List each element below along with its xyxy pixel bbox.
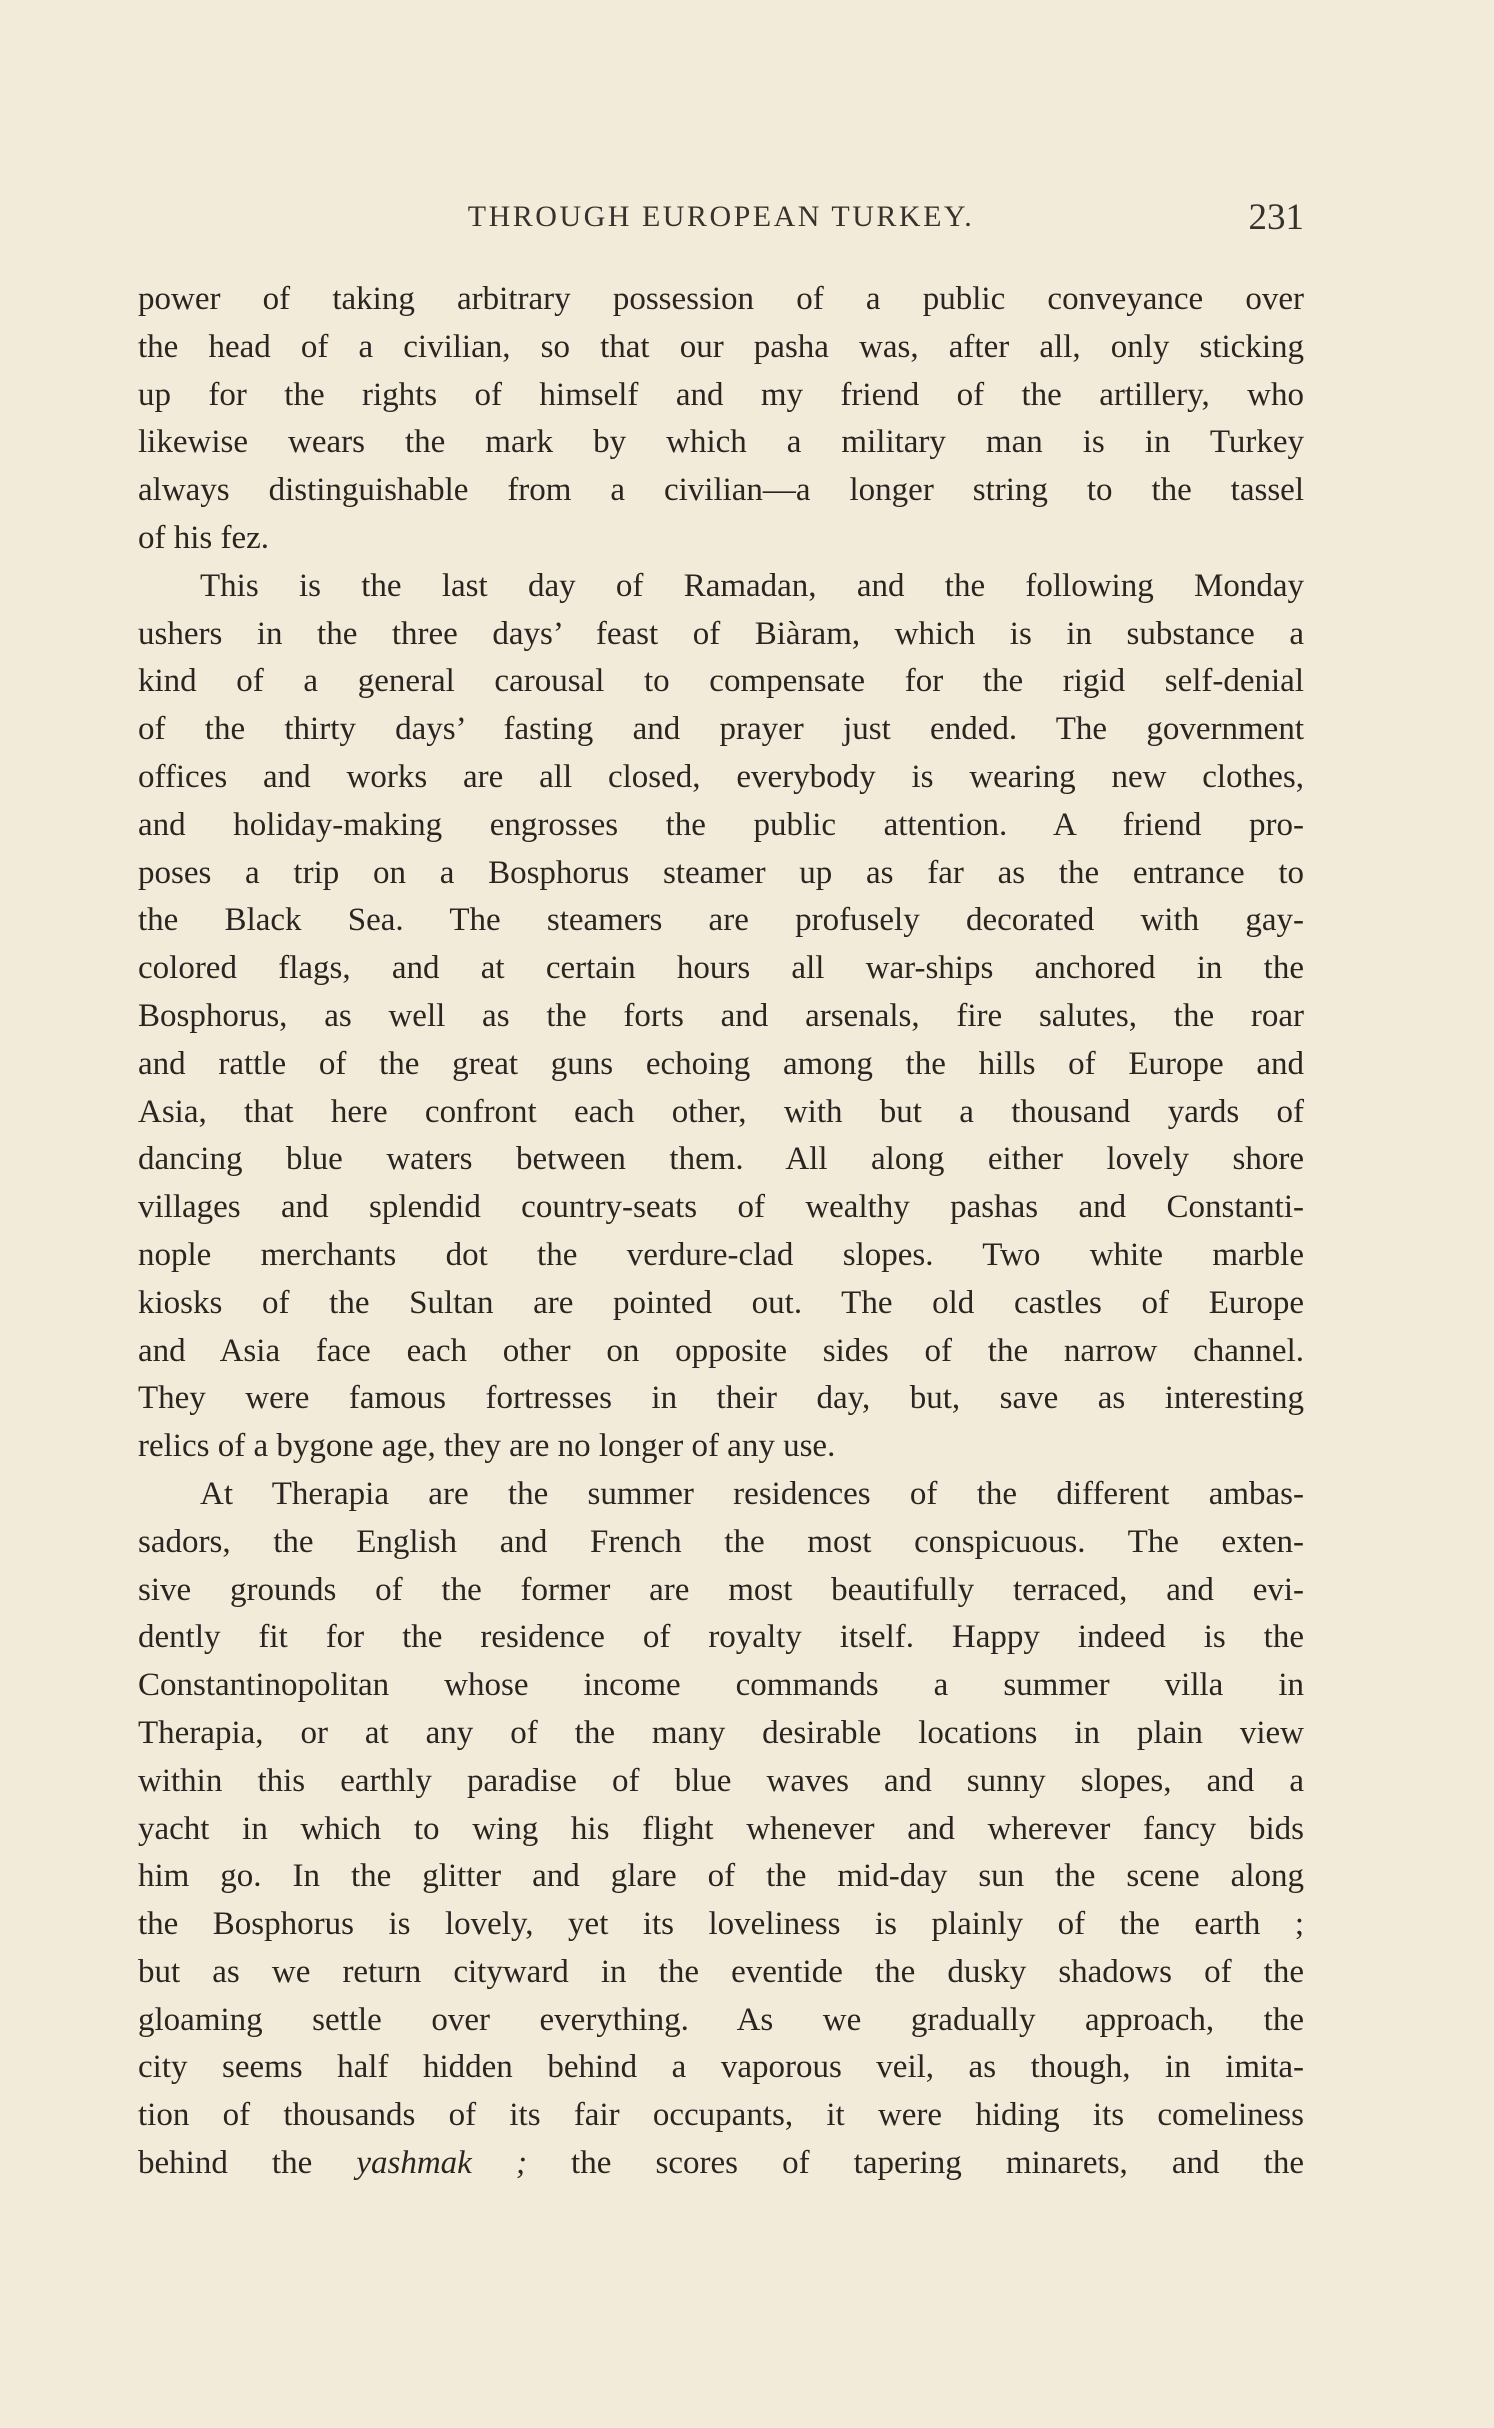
running-title: THROUGH EUROPEAN TURKEY.: [467, 200, 975, 233]
text-line: tion of thousands of its fair occupants, it were hiding its comeliness: [138, 2097, 1304, 2134]
italic-word-yashmak: yashmak ;: [356, 2145, 527, 2182]
text-line: nople merchants dot the verdure-clad slopes. Two white marble: [138, 1236, 1304, 1273]
page-header: [138, 196, 1304, 246]
page-number: 231: [1248, 197, 1304, 238]
text-line: gloaming settle over everything. As we gradually approach, the: [138, 2001, 1304, 2038]
text-line: They were famous fortresses in their day, but, save as interesting: [138, 1380, 1304, 1417]
text-line: dently fit for the residence of royalty itself. Happy indeed is the: [138, 1619, 1304, 1656]
text-line: him go. In the glitter and glare of the mid-day sun the scene along: [138, 1858, 1304, 1895]
text-line: sadors, the English and French the most conspicuous. The exten-: [138, 1523, 1304, 1560]
text-line: the Bosphorus is lovely, yet its loveliness is plainly of the earth ;: [138, 1906, 1304, 1943]
text-line: Bosphorus, as well as the forts and arsenals, fire salutes, the roar: [138, 997, 1304, 1034]
text-line: but as we return cityward in the eventide the dusky shadows of the: [138, 1953, 1304, 1990]
paragraph-start-line: At Therapia are the summer residences of the different ambas-: [200, 1475, 1304, 1512]
text-line: relics of a bygone age, they are no longer of any use.: [138, 1428, 836, 1465]
text-line: power of taking arbitrary possession of a public conveyance over: [138, 281, 1304, 317]
text-line: and Asia face each other on opposite sides of the narrow channel.: [138, 1332, 1304, 1369]
text-line: likewise wears the mark by which a military man is in Turkey: [138, 424, 1304, 461]
final-line-after: the scores of tapering minarets, and the: [526, 2145, 1304, 2182]
text-line: dancing blue waters between them. All along either lovely shore: [138, 1141, 1304, 1178]
text-line: sive grounds of the former are most beautifully terraced, and evi-: [138, 1571, 1304, 1608]
text-line: and holiday-making engrosses the public attention. A friend pro-: [138, 806, 1304, 843]
text-line: Constantinopolitan whose income commands a summer villa in: [138, 1667, 1304, 1704]
text-line: colored flags, and at certain hours all war-ships anchored in the: [138, 950, 1304, 987]
text-line: kiosks of the Sultan are pointed out. The old castles of Europe: [138, 1284, 1304, 1321]
text-line: always distinguishable from a civilian—a longer string to the tassel: [138, 472, 1304, 509]
text-line: of his fez.: [138, 519, 270, 556]
text-line: Therapia, or at any of the many desirable locations in plain view: [138, 1714, 1304, 1751]
final-text-line: [138, 2140, 1304, 2188]
text-line: yacht in which to wing his flight whenever and wherever fancy bids: [138, 1810, 1304, 1847]
text-line: offices and works are all closed, everybody is wearing new clothes,: [138, 758, 1304, 795]
text-line: and rattle of the great guns echoing among the hills of Europe and: [138, 1045, 1304, 1082]
text-line: the head of a civilian, so that our pasha was, after all, only sticking: [138, 328, 1304, 365]
final-line-before: behind the: [138, 2145, 357, 2182]
text-line: of the thirty days’ fasting and prayer just ended. The government: [138, 711, 1304, 748]
body-text: [138, 276, 1304, 2188]
text-line: villages and splendid country-seats of wealthy pashas and Constanti-: [138, 1189, 1304, 1226]
text-line: Asia, that here confront each other, with but a thousand yards of: [138, 1093, 1304, 1130]
text-line: city seems half hidden behind a vaporous veil, as though, in imita-: [138, 2049, 1304, 2086]
text-line: up for the rights of himself and my friend of the artillery, who: [138, 376, 1304, 413]
text-line: the Black Sea. The steamers are profusely decorated with gay-: [138, 902, 1304, 939]
text-line: kind of a general carousal to compensate for the rigid self-denial: [138, 663, 1304, 700]
paragraph-start-line: This is the last day of Ramadan, and the following Monday: [200, 567, 1304, 604]
text-line: ushers in the three days’ feast of Biàram, which is in substance a: [138, 615, 1304, 652]
text-line: within this earthly paradise of blue waves and sunny slopes, and a: [138, 1762, 1304, 1799]
text-line: poses a trip on a Bosphorus steamer up as far as the entrance to: [138, 854, 1304, 891]
